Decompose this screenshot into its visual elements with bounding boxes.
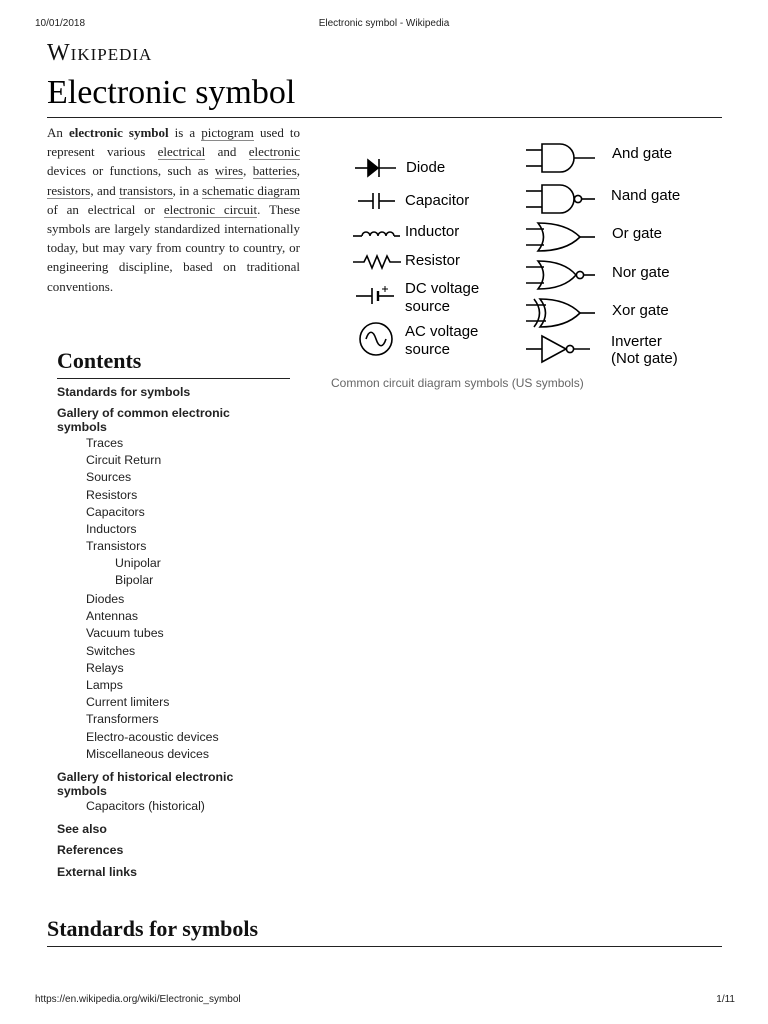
not-gate-label: (Not gate) xyxy=(611,350,678,367)
dc-source-label: source xyxy=(405,298,451,315)
nand-gate-icon xyxy=(526,185,595,213)
title-divider xyxy=(47,117,722,118)
nor-gate-label: Nor gate xyxy=(612,264,670,281)
contents-heading: Contents xyxy=(57,348,142,373)
intro-paragraph: An electronic symbol is a pictogram used to represent various electrical and electronic devices or functions, such as wires, batteries, resistors, and transistors, in a schematic diagram of an electrical or electronic circuit. These symbols are largely standardized internationally today, but may vary from country to country, or engineering discipline, based on traditional conventions. xyxy=(47,125,301,294)
page-title: Electronic symbol xyxy=(47,74,296,111)
inductor-label: Inductor xyxy=(405,223,460,240)
toc-resistors[interactable]: Resistors xyxy=(86,488,138,502)
or-gate-label: Or gate xyxy=(612,225,663,242)
toc-transistors[interactable]: Transistors xyxy=(86,539,147,553)
ac-voltage-source-icon xyxy=(360,323,392,355)
term-electronic-symbol: electronic symbol xyxy=(68,125,169,140)
xor-gate-icon xyxy=(526,299,595,327)
toc-gallery-common[interactable]: Gallery of common electronic xyxy=(57,406,230,420)
figure-caption: Common circuit diagram symbols (US symbols) xyxy=(331,376,584,390)
toc-relays[interactable]: Relays xyxy=(86,661,124,675)
toc-gallery-historical-cont[interactable]: symbols xyxy=(57,784,107,798)
link-electrical[interactable]: electrical xyxy=(157,144,206,160)
ac-source-label: source xyxy=(405,341,451,358)
inductor-icon xyxy=(353,232,400,236)
toc-capacitors[interactable]: Capacitors xyxy=(86,505,145,519)
dc-voltage-source-icon xyxy=(356,286,394,304)
capacitor-icon xyxy=(358,193,395,209)
xor-gate-label: Xor gate xyxy=(612,302,669,319)
circuit-symbols-figure[interactable] xyxy=(340,138,705,378)
toc-vacuum-tubes[interactable]: Vacuum tubes xyxy=(86,626,164,640)
print-url: https://en.wikipedia.org/wiki/Electronic_symbol xyxy=(35,994,241,1005)
toc-transformers[interactable]: Transformers xyxy=(86,712,159,726)
toc-inductors[interactable]: Inductors xyxy=(86,522,137,536)
nand-gate-label: Nand gate xyxy=(611,187,681,204)
and-gate-icon xyxy=(526,144,595,172)
toc-sources[interactable]: Sources xyxy=(86,470,132,484)
inverter-gate-icon xyxy=(526,336,590,362)
print-date: 10/01/2018 xyxy=(35,18,86,29)
diode-label: Diode xyxy=(406,159,446,176)
print-page-number: 1/11 xyxy=(716,994,735,1005)
ac-voltage-label: AC voltage xyxy=(405,323,479,340)
toc-see-also[interactable]: See also xyxy=(57,822,107,836)
link-transistors[interactable]: transistors xyxy=(119,182,173,198)
link-batteries[interactable]: batteries xyxy=(252,163,297,179)
toc-circuit-return[interactable]: Circuit Return xyxy=(86,453,162,467)
toc-external-links[interactable]: External links xyxy=(57,865,137,879)
resistor-icon xyxy=(353,256,401,268)
toc-electro-acoustic[interactable]: Electro-acoustic devices xyxy=(86,730,219,744)
link-electronic-circuit[interactable]: electronic circuit xyxy=(163,201,258,217)
resistor-label: Resistor xyxy=(405,252,461,269)
toc-gallery-historical[interactable]: Gallery of historical electronic xyxy=(57,770,234,784)
toc-switches[interactable]: Switches xyxy=(86,644,136,658)
inverter-label: Inverter xyxy=(611,333,662,350)
link-resistors[interactable]: resistors xyxy=(47,182,91,198)
toc-miscellaneous[interactable]: Miscellaneous devices xyxy=(86,747,210,761)
print-page-title: Electronic symbol - Wikipedia xyxy=(318,18,450,29)
toc-unipolar[interactable]: Unipolar xyxy=(115,556,161,570)
toc-capacitors-historical[interactable]: Capacitors (historical) xyxy=(86,799,205,813)
link-schematic-diagram[interactable]: schematic diagram xyxy=(202,182,300,198)
dc-voltage-label: DC voltage xyxy=(405,280,480,297)
toc-traces[interactable]: Traces xyxy=(86,436,124,450)
toc-bipolar[interactable]: Bipolar xyxy=(115,573,154,587)
toc-references[interactable]: References xyxy=(57,843,124,857)
and-gate-label: And gate xyxy=(612,145,673,162)
toc-antennas[interactable]: Antennas xyxy=(86,609,138,623)
section-heading-standards: Standards for symbols xyxy=(47,916,259,941)
toc-gallery-common-cont[interactable]: symbols xyxy=(57,420,107,434)
capacitor-label: Capacitor xyxy=(405,192,470,209)
diode-icon xyxy=(355,159,396,177)
link-electronic[interactable]: electronic xyxy=(248,144,300,160)
toc-standards-for-symbols[interactable]: Standards for symbols xyxy=(57,385,191,399)
toc-diodes[interactable]: Diodes xyxy=(86,592,125,606)
nor-gate-icon xyxy=(526,261,595,289)
contents-divider xyxy=(57,378,290,379)
link-wires[interactable]: wires xyxy=(214,163,244,179)
toc-lamps[interactable]: Lamps xyxy=(86,678,123,692)
section-divider xyxy=(47,946,722,947)
link-pictogram[interactable]: pictogram xyxy=(201,125,254,140)
toc-current-limiters[interactable]: Current limiters xyxy=(86,695,170,709)
wikipedia-logo[interactable]: Wikipedia xyxy=(47,40,153,66)
or-gate-icon xyxy=(526,223,595,251)
